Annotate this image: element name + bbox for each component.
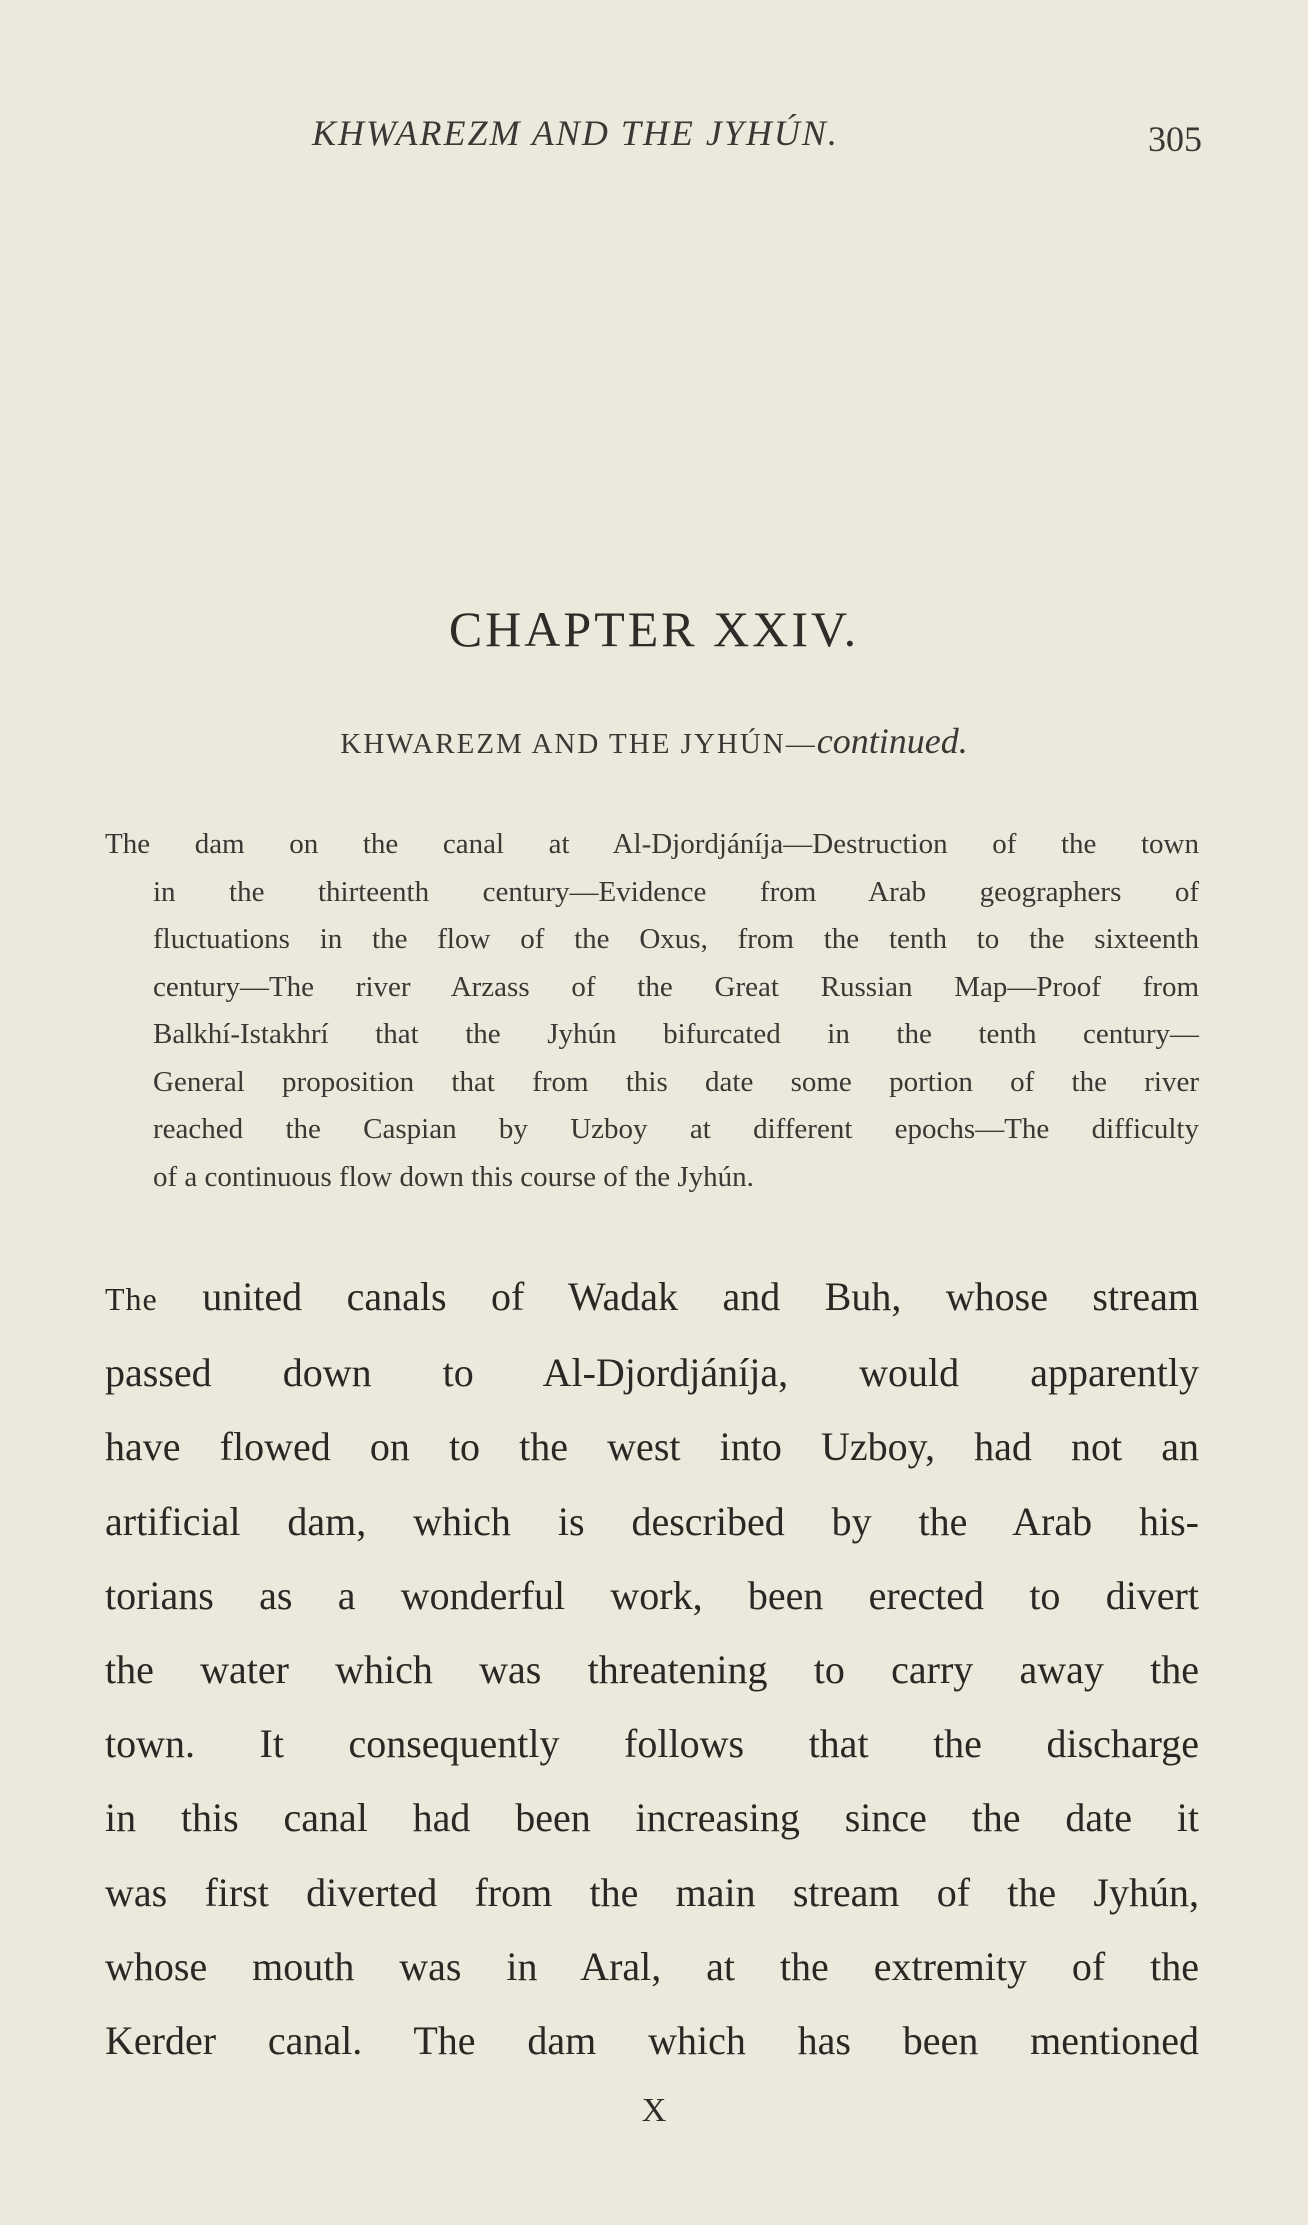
chapter-subtitle bbox=[0, 720, 1308, 762]
summary-line: General proposition that from this date some portion of the river bbox=[153, 1065, 1199, 1098]
body-line: was first diverted from the main stream of the Jyhún, bbox=[105, 1869, 1199, 1915]
running-head bbox=[0, 112, 1308, 162]
body-line-first bbox=[105, 1260, 1199, 1336]
body-paragraph bbox=[105, 1260, 1199, 2078]
opening-word: The bbox=[105, 1281, 158, 1317]
signature-mark: X bbox=[641, 2092, 667, 2129]
chapter-subtitle-continued: continued. bbox=[816, 721, 968, 761]
page-number: 305 bbox=[1148, 119, 1202, 159]
summary-line: century—The river Arzass of the Great Russian Map—Proof from bbox=[153, 970, 1199, 1003]
summary-line: fluctuations in the flow of the Oxus, from the tenth to the sixteenth bbox=[153, 923, 1199, 955]
chapter-summary bbox=[105, 821, 1199, 1201]
running-title: KHWAREZM AND THE JYHÚN. bbox=[312, 113, 839, 153]
chapter-title: CHAPTER XXIV. bbox=[448, 601, 860, 657]
body-line: artificial dam, which is described by the Arab his- bbox=[105, 1498, 1199, 1544]
body-line: Kerder canal. The dam which has been mentioned bbox=[105, 2018, 1199, 2064]
body-line: passed down to Al-Djordjáníja, would apparently bbox=[105, 1350, 1199, 1396]
summary-line: of a continuous flow down this course of the Jyhún. bbox=[153, 1160, 754, 1193]
summary-line: in the thirteenth century—Evidence from Arab geographers of bbox=[153, 875, 1199, 908]
summary-line: The dam on the canal at Al-Djordjáníja—Destruction of the town bbox=[105, 828, 1199, 860]
body-line: the water which was threatening to carry away the bbox=[105, 1647, 1199, 1693]
summary-line: Balkhí-Istakhrí that the Jyhún bifurcated in the tenth century— bbox=[153, 1018, 1199, 1050]
body-line: in this canal had been increasing since the date it bbox=[105, 1795, 1199, 1841]
body-line: whose mouth was in Aral, at the extremity of the bbox=[105, 1943, 1199, 1989]
chapter-subtitle-main: KHWAREZM AND THE JYHÚN— bbox=[340, 728, 817, 760]
summary-line: reached the Caspian by Uzboy at different epochs—The difficulty bbox=[153, 1113, 1199, 1145]
body-line: torians as a wonderful work, been erected to divert bbox=[105, 1572, 1199, 1618]
body-line: have flowed on to the west into Uzboy, had not an bbox=[105, 1424, 1199, 1470]
first-line-rest: united canals of Wadak and Buh, whose stream bbox=[202, 1274, 1200, 1319]
body-line: town. It consequently follows that the discharge bbox=[105, 1721, 1199, 1767]
